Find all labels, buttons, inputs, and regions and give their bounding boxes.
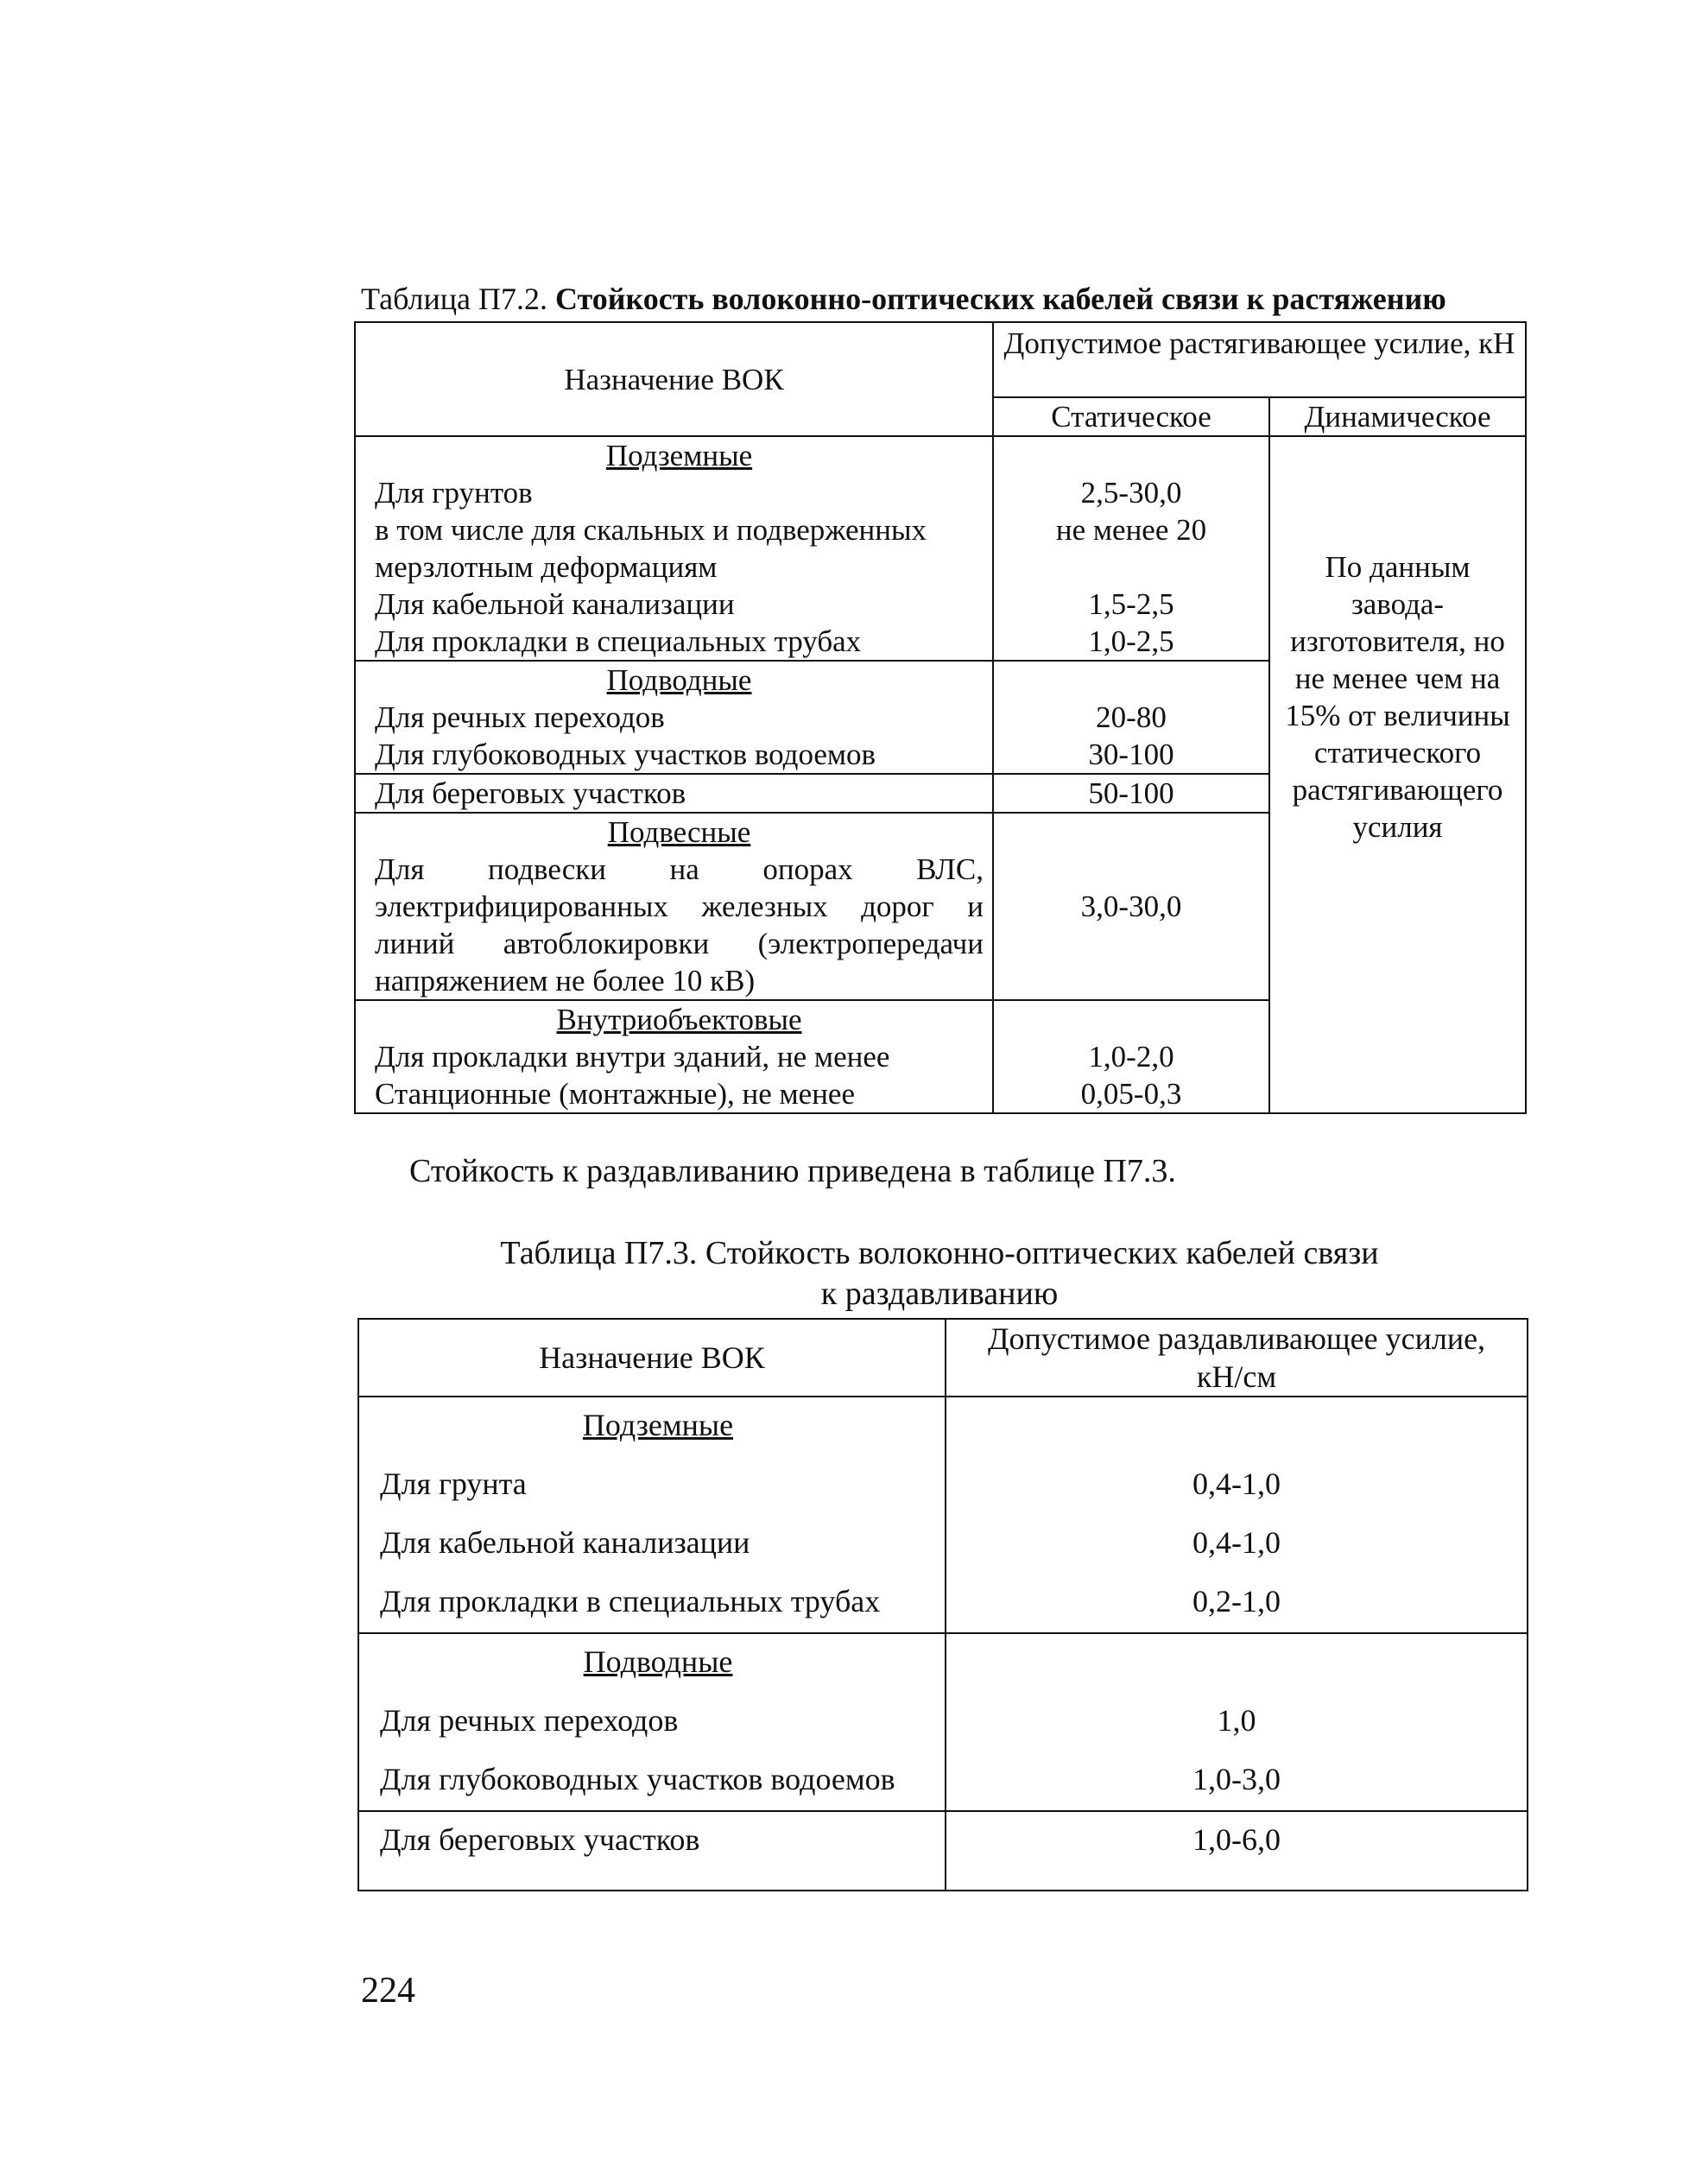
row-label: Для грунта (380, 1466, 527, 1501)
crush-strength-table (357, 1318, 1528, 1891)
static-value: 0,05-0,3 (1080, 1077, 1182, 1111)
static-value: 2,5-30,0 (1080, 476, 1182, 510)
table-row (358, 1397, 1528, 1633)
table-row (358, 1633, 1528, 1811)
group-title-underground: Подземные (605, 439, 753, 472)
static-value (994, 548, 1268, 586)
header-allowed-force: Допустимое растягивающее усилие, кН (993, 322, 1526, 397)
table1-caption-title: Стойкость волоконно-оптических кабелей связи к растяжению (554, 282, 1446, 316)
page-number: 224 (361, 1971, 415, 2011)
static-value: 30-100 (1088, 738, 1174, 771)
row-label: Для речных переходов (380, 1703, 679, 1738)
dynamic-note: По данным завода-изготовителя, но не менее чем на 15% от величины статического растягивающего усилия (1269, 436, 1526, 1113)
crush-value: 1,0-3,0 (1192, 1762, 1281, 1796)
row-label: Для глубоководных участков водоемов (380, 1762, 895, 1796)
row-label: Для глубоководных участков водоемов (375, 738, 876, 771)
header-static: Статическое (993, 397, 1269, 436)
static-value: 1,5-2,5 (1088, 587, 1174, 621)
row-label: Для прокладки внутри зданий, не менее (375, 1040, 890, 1074)
table1-caption-prefix: Таблица П7.2. (361, 282, 555, 316)
static-value: 3,0-30,0 (993, 813, 1269, 1000)
static-value: 50-100 (993, 774, 1269, 813)
static-value: 20-80 (1096, 700, 1167, 734)
row-label: в том числе для скальных и подверженных (375, 513, 927, 547)
group-title-indoor: Внутриобъектовые (556, 1003, 802, 1036)
static-value: 1,0-2,0 (1088, 1040, 1174, 1074)
header-allowed-force: Допустимое раздавливающее усилие, кН/см (946, 1319, 1528, 1397)
row-label: Для прокладки в специальных трубах (380, 1584, 881, 1618)
row-label: Для речных переходов (375, 700, 665, 734)
table-row (355, 436, 1526, 661)
group-title-underground: Подземные (582, 1408, 734, 1442)
row-label: Для прокладки в специальных трубах (375, 624, 862, 658)
header-dynamic: Динамическое (1269, 397, 1526, 436)
group-title-underwater: Подводные (606, 663, 752, 697)
row-label: Для кабельной канализации (380, 1525, 750, 1560)
crush-value: 0,4-1,0 (1192, 1466, 1281, 1501)
table2-caption-line2: к раздавливанию (820, 1276, 1059, 1312)
static-value: не менее 20 (1055, 513, 1207, 547)
table1-caption (361, 282, 1518, 316)
table2-caption (354, 1233, 1525, 1314)
aerial-description: Для подвески на опорах ВЛС, электрифицированных железных дорог и линий автоблокировки (электропередачи напряжением не более 10 кВ) (375, 852, 984, 998)
group-title-underwater: Подводные (583, 1644, 733, 1679)
group-title-aerial: Подвесные (607, 815, 751, 849)
row-label: Для береговых участков (355, 774, 993, 813)
tensile-strength-table (354, 321, 1527, 1114)
crush-value: 0,4-1,0 (1192, 1525, 1281, 1560)
static-value: 1,0-2,5 (1088, 624, 1174, 658)
crush-value: 0,2-1,0 (1192, 1584, 1281, 1618)
row-label: мерзлотным деформациям (375, 550, 718, 584)
header-purpose: Назначение ВОК (358, 1319, 946, 1397)
row-label: Для кабельной канализации (375, 587, 735, 621)
table-row (358, 1811, 1528, 1891)
crush-value: 1,0-6,0 (946, 1811, 1528, 1891)
crush-value: 1,0 (1217, 1703, 1256, 1738)
body-paragraph: Стойкость к раздавливанию приведена в таблице П7.3. (409, 1153, 1176, 1189)
row-label: Для береговых участков (358, 1811, 946, 1891)
header-purpose: Назначение ВОК (355, 322, 993, 436)
row-label: Для грунтов (375, 476, 533, 510)
table2-caption-line1: Таблица П7.3. Стойкость волоконно-оптических кабелей связи (500, 1235, 1379, 1271)
row-label: Станционные (монтажные), не менее (375, 1077, 856, 1111)
